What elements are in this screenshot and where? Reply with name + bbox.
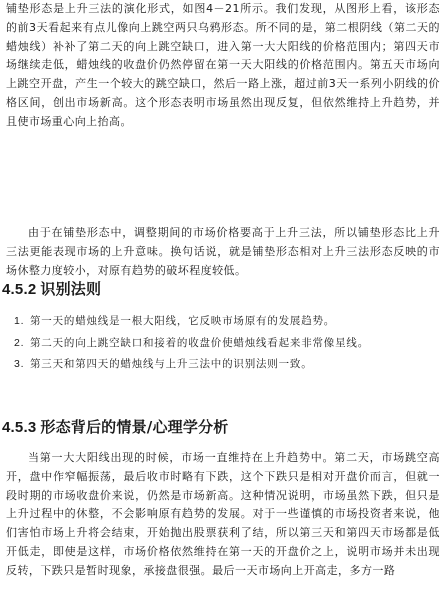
body-paragraph-comparison: 由于在铺垫形态中，调整期间的市场价格要高于上升三法，所以铺垫形态比上升三法更能表现市场的上升意味。换句话说，就是铺垫形态相对上升三法形态反映的市场休整力度较小，对原有趋势的破坏程度较低。 (6, 226, 440, 277)
list-item (14, 355, 434, 374)
list-item-text: 第一天的蜡烛线是一根大阳线，它反映市场原有的发展趋势。 (30, 315, 336, 327)
list-item (14, 312, 434, 331)
section-number: 4.5.2 (2, 281, 37, 298)
list-item-number: 2. (14, 336, 25, 349)
list-item-text: 第二天的向上跳空缺口和接着的收盘价使蜡烛线看起来非常像星线。 (30, 336, 369, 349)
body-paragraph-psychology: 当第一大大阳线出现的时候，市场一直维持在上升趋势中。第二天，市场跳空高开，盘中作窄幅振荡，最后收市时略有下跌，这个下跌只是相对开盘价而言，但就一段时期的市场收盘价来说，仍然是市场新高。这种情况说明，市场虽然下跌，但只是上升过程中的休整，不会影响原有趋势的发展。对于一些谨慎的市场投资者来说，他们害怕市场上升将会结束，开始抛出股票获利了结，所以第三天和第四天市场都是低开低走，即使是这样，市场价格依然维持在第一天的开盘价之上，说明市场并未出现反转，下跌只是暂时现象，承接盘很强。最后一天市场向上开高走，多方一路 (6, 451, 440, 577)
section-title: 识别法则 (40, 280, 102, 298)
list-item (14, 334, 434, 353)
identification-rules-list (14, 312, 434, 377)
section-heading-identification (2, 278, 101, 299)
section-heading-psychology (2, 416, 228, 437)
list-item-number: 3. (14, 358, 25, 370)
body-paragraph-intro: 铺垫形态是上升三法的演化形式，如图4－21所示。我们发现，从图形上看，该形态的前3天看起来有点儿像向上跳空两只乌鸦形态。所不同的是，第二根阴线（第二天的蜡烛线）补补了第二天的向上跳空缺口，进入第一大大阳线的价格范围内；第四天市场继续走低，蜡烛线的收盘价仍然停留在第一天大阳线的价格范围内。第五天市场向上跳空开盘，产生一个较大的跳空缺口，然后一路上涨，超过前3天一系列小阴线的价格区间，创出市场新高。这个形态表明市场虽然出现反复，但依然维持上升趋势，并且使市场重心向上抬高。 (6, 2, 440, 128)
list-item-number: 1. (14, 315, 25, 327)
section-number: 4.5.3 (2, 419, 37, 436)
section-title: 形态背后的情景/心理学分析 (40, 418, 229, 436)
list-item-text: 第三天和第四天的蜡烛线与上升三法中的识别法则一致。 (30, 358, 313, 370)
